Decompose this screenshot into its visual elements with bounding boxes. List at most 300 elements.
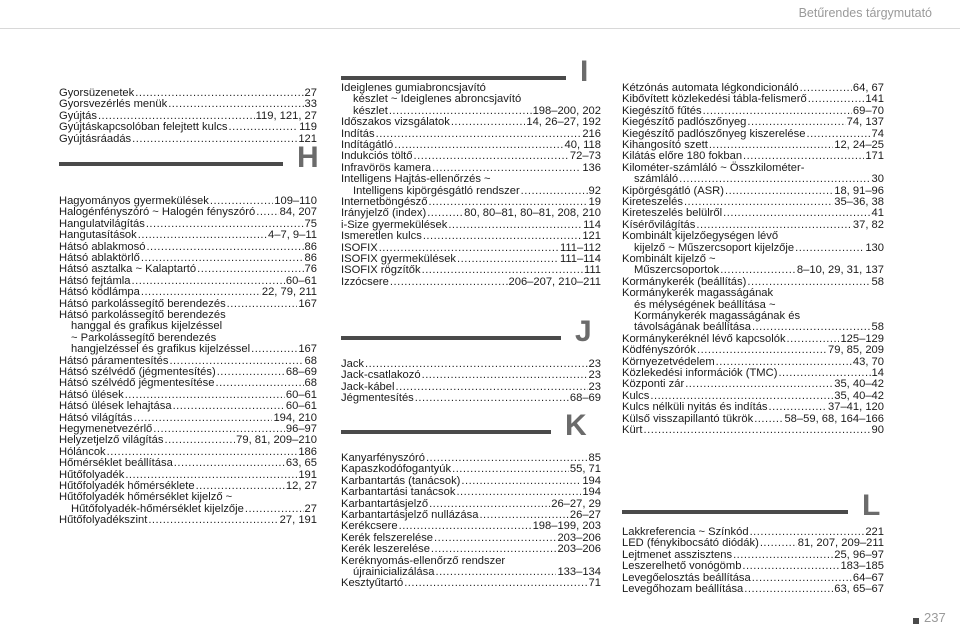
entry-pages: 35, 40–42 xyxy=(834,378,884,391)
dot-leader xyxy=(394,140,563,151)
index-entry xyxy=(622,231,884,254)
entry-term: Központi zár xyxy=(622,378,685,391)
index-entry xyxy=(341,578,601,589)
index-entry-line: Ideiglenes gumiabroncsjavító xyxy=(341,82,486,94)
entry-pages: 111–112 xyxy=(559,241,601,254)
entry-term: távolságának beállítása xyxy=(634,321,751,334)
dot-leader xyxy=(733,550,833,561)
dot-leader xyxy=(685,379,833,390)
dot-leader xyxy=(229,122,299,133)
entry-term: Hűtőfolyadék-hőmérséklet kijelzője xyxy=(71,502,244,515)
index-entry xyxy=(341,544,601,555)
index-entry-line xyxy=(59,230,317,241)
entry-pages: 40, 118 xyxy=(564,139,601,151)
dot-leader xyxy=(452,464,569,475)
index-entry-line: Intelligens Hajtás-ellenőrzés ~ xyxy=(341,173,491,186)
entry-pages: 194, 210 xyxy=(273,411,317,424)
entry-term: Kerék felszerelése xyxy=(341,531,434,544)
entry-pages: 216 xyxy=(582,127,601,140)
index-entry xyxy=(622,254,884,277)
entry-pages: 167 xyxy=(298,343,317,356)
entry-term: Karbantartási tanácsok xyxy=(341,486,456,499)
section-separator xyxy=(341,76,566,80)
entry-term: Környezetvédelem xyxy=(622,355,715,368)
dot-leader xyxy=(461,476,581,487)
dot-leader xyxy=(795,243,864,254)
entry-pages: 191 xyxy=(298,468,317,481)
index-entry xyxy=(59,492,317,515)
dot-leader xyxy=(256,207,278,218)
entry-pages: 167 xyxy=(298,297,317,310)
entry-pages: 22, 79, 211 xyxy=(261,286,317,299)
dot-leader xyxy=(141,287,261,298)
dot-leader xyxy=(431,544,557,555)
entry-pages: 85 xyxy=(588,452,601,464)
dot-leader xyxy=(800,83,852,94)
entry-pages: 58 xyxy=(871,275,884,288)
dot-leader xyxy=(723,208,870,219)
index-entry-line xyxy=(622,425,884,436)
entry-term: ISOFIX gyermekülések xyxy=(341,253,457,265)
entry-continuation: és mélységének beállítása ~ xyxy=(634,298,776,311)
entry-continuation: készlet ~ Ideiglenes abroncsjavító xyxy=(353,93,522,106)
dot-leader xyxy=(173,401,285,412)
entry-pages: 79, 85, 209 xyxy=(828,344,884,357)
section-letter: L xyxy=(862,489,881,522)
entry-pages: 58 xyxy=(871,321,884,334)
index-entry-line xyxy=(341,578,601,589)
index-entry xyxy=(59,310,317,356)
entry-term: Kormánykeréknél lévő kapcsolók xyxy=(622,332,786,345)
entry-pages: 136 xyxy=(582,161,601,174)
section-letter: H xyxy=(297,141,319,174)
entry-term: Ismeretlen kulcs xyxy=(341,230,422,243)
dot-leader xyxy=(769,402,827,413)
entry-term: Hátsó ablakmosó xyxy=(59,240,146,253)
entry-pages: 14 xyxy=(871,367,884,379)
dot-leader xyxy=(679,174,870,185)
entry-term: Hátsó páramentesítés xyxy=(59,354,169,367)
entry-pages: 60–61 xyxy=(285,388,317,401)
index-entry xyxy=(59,401,317,412)
entry-term: Karbantartásjelző nullázása xyxy=(341,509,479,521)
entry-pages: 37–41, 120 xyxy=(828,401,884,414)
dot-leader xyxy=(456,487,581,498)
entry-pages: 76 xyxy=(304,263,317,276)
entry-term: hangjelzéssel és grafikus kijelzéssel xyxy=(71,343,251,356)
entry-pages: 84, 207 xyxy=(279,206,317,219)
entry-term: újrainicializálása xyxy=(353,565,435,578)
section-separator xyxy=(341,336,561,340)
entry-pages: 203–206 xyxy=(557,543,601,556)
index-entry-line xyxy=(622,345,884,356)
dot-leader xyxy=(457,254,559,265)
index-entry-line xyxy=(59,515,317,526)
index-entry xyxy=(622,345,884,356)
entry-pages: 19 xyxy=(588,196,601,208)
entry-continuation: Kormánykerék magasságának és xyxy=(634,309,801,322)
dot-leader xyxy=(395,382,587,393)
entry-pages: 119 xyxy=(299,121,317,134)
entry-pages: 206–207, 210–211 xyxy=(508,275,601,288)
index-entry-line xyxy=(59,134,317,145)
entry-pages: 41 xyxy=(871,207,884,220)
dot-leader xyxy=(251,344,297,355)
entry-term: Kerékcsere xyxy=(341,520,398,533)
entry-term: készlet xyxy=(353,104,388,117)
dot-leader xyxy=(697,345,827,356)
entry-pages: 25, 96–97 xyxy=(834,548,884,561)
dot-leader xyxy=(644,425,871,436)
entry-pages: 114 xyxy=(583,218,601,231)
entry-pages: 68 xyxy=(304,354,317,367)
dot-leader xyxy=(227,299,298,310)
index-entry xyxy=(341,83,601,117)
dot-leader xyxy=(174,458,285,469)
entry-term: Indukciós töltő xyxy=(341,150,413,163)
entry-term: Közlekedési információk (TMC) xyxy=(622,367,778,379)
entry-term: Gyújtás xyxy=(59,109,97,122)
entry-pages: 8–10, 29, 31, 137 xyxy=(796,264,884,277)
entry-pages: 119, 121, 27 xyxy=(255,109,317,122)
entry-term: Hátsó ülések xyxy=(59,388,124,401)
entry-pages: 92 xyxy=(588,184,601,197)
entry-term: Jack-kábel xyxy=(341,380,395,393)
index-entry-line xyxy=(622,402,884,413)
index-entry xyxy=(59,134,317,145)
entry-pages: 198–199, 203 xyxy=(532,520,601,533)
entry-pages: 68–69 xyxy=(569,392,601,405)
entry-term: Hátsó fejtámla xyxy=(59,274,131,287)
index-entry-line xyxy=(622,561,884,572)
header-rule xyxy=(0,28,960,29)
section-letter: K xyxy=(565,409,587,442)
entry-pages: 37, 82 xyxy=(852,218,884,231)
entry-pages: 203–206 xyxy=(557,531,601,544)
entry-pages: 14, 26–27, 192 xyxy=(526,116,601,129)
section-separator xyxy=(341,430,551,434)
entry-term: Kapaszkodófogantyúk xyxy=(341,463,452,476)
entry-term: Jégmentesítés xyxy=(341,392,414,405)
dot-leader xyxy=(760,538,797,549)
index-entry xyxy=(341,231,601,242)
dot-leader xyxy=(138,230,267,241)
index-entry-line xyxy=(622,174,884,185)
entry-term: Hőmérséklet beállítása xyxy=(59,457,173,470)
index-entry xyxy=(622,584,884,595)
entry-pages: 121 xyxy=(582,230,601,243)
dot-leader xyxy=(747,117,845,128)
index-entry xyxy=(59,515,317,526)
entry-term: Hangutasítások xyxy=(59,229,137,242)
entry-term: Hátsó szélvédő jégmentesítése xyxy=(59,377,215,390)
entry-pages: 198–200, 202 xyxy=(532,104,601,117)
entry-term: Gyújtáskapcsolóban felejtett kulcs xyxy=(59,121,228,134)
dot-leader xyxy=(742,561,839,572)
index-entry xyxy=(59,458,317,469)
entry-term: Kiegészítő padlószőnyeg xyxy=(622,116,747,129)
dot-leader xyxy=(415,393,569,404)
dot-leader xyxy=(725,186,833,197)
index-entry-line xyxy=(59,122,317,133)
page-number: 237 xyxy=(924,610,946,625)
entry-pages: 27 xyxy=(304,502,317,515)
entry-pages: 55, 71 xyxy=(569,463,601,476)
index-entry-line xyxy=(59,401,317,412)
page-marker-square xyxy=(913,618,919,624)
index-entry xyxy=(622,117,884,128)
dot-leader xyxy=(164,435,235,446)
entry-continuation: hanggal és grafikus kijelzéssel xyxy=(71,320,223,333)
entry-term: Indítás xyxy=(341,127,375,140)
header-title: Betűrendes tárgymutató xyxy=(798,6,932,20)
entry-pages: 60–61 xyxy=(285,274,317,287)
entry-term: Kürt xyxy=(622,424,643,436)
index-entry-line xyxy=(341,277,601,288)
entry-term: számláló xyxy=(634,173,679,186)
entry-pages: 72–73 xyxy=(569,150,601,163)
dot-leader xyxy=(448,220,582,231)
entry-continuation: ~ Parkolássegítő berendezés xyxy=(71,331,217,344)
entry-pages: 130 xyxy=(865,241,884,254)
entry-term: Hátsó parkolássegítő berendezés xyxy=(59,297,226,310)
entry-term: Levegőelosztás beállítása xyxy=(622,571,751,584)
entry-pages: 64–67 xyxy=(852,571,884,584)
entry-term: Kiegészítő fűtés xyxy=(622,104,702,117)
index-entry-line: Hátsó parkolássegítő berendezés xyxy=(59,309,226,321)
entry-term: Ködfényszórók xyxy=(622,344,697,357)
dot-leader xyxy=(132,134,297,145)
dot-leader xyxy=(423,231,582,242)
index-entry xyxy=(622,561,884,572)
entry-term: Halogénfényszóró ~ Halogén fényszóró xyxy=(59,206,256,219)
entry-term: Irányjelző (index) xyxy=(341,207,427,220)
entry-pages: 96–97 xyxy=(285,423,317,435)
entry-term: Hegymenetvezérlő xyxy=(59,423,153,435)
entry-pages: 133–134 xyxy=(557,565,601,578)
index-entry xyxy=(622,402,884,413)
entry-term: Kipörgésgátló (ASR) xyxy=(622,184,724,197)
entry-term: i-Size gyermekülések xyxy=(341,218,448,231)
entry-term: Karbantartás (tanácsok) xyxy=(341,474,461,487)
entry-pages: 71 xyxy=(588,577,601,590)
entry-term: Kulcs xyxy=(622,389,650,402)
entry-term: Kilátás előre 180 fokban xyxy=(622,150,743,163)
section-letter: I xyxy=(580,55,589,88)
entry-pages: 90 xyxy=(871,424,884,436)
entry-term: Hűtőfolyadékszint xyxy=(59,514,148,527)
entry-pages: 43, 70 xyxy=(852,355,884,368)
entry-pages: 109–110 xyxy=(274,195,317,207)
dot-leader xyxy=(435,567,556,578)
entry-term: Kiegészítő padlószőnyeg kiszerelése xyxy=(622,127,806,140)
index-entry-line xyxy=(341,487,601,498)
index-entry xyxy=(622,425,884,436)
entry-term: Hűtőfolyadék xyxy=(59,468,125,481)
entry-pages: 141 xyxy=(865,93,884,106)
dot-leader xyxy=(390,277,508,288)
entry-term: Lejtmenet asszisztens xyxy=(622,548,733,561)
entry-pages: 23 xyxy=(588,358,601,370)
entry-pages: 86 xyxy=(304,252,317,264)
entry-term: Hátsó szélvédő (jégmentesítés) xyxy=(59,366,216,378)
entry-pages: 75 xyxy=(304,217,317,230)
entry-term: Külső visszapillantó tükrök xyxy=(622,412,754,425)
entry-pages: 80, 80–81, 80–81, 208, 210 xyxy=(464,207,601,220)
entry-pages: 63, 65–67 xyxy=(834,583,884,595)
index-entry xyxy=(341,393,601,404)
dot-leader xyxy=(754,414,783,425)
index-entry-line xyxy=(59,344,317,355)
entry-pages: 26–27 xyxy=(569,509,601,521)
entry-term: ISOFIX xyxy=(341,241,378,254)
entry-pages: 26–27, 29 xyxy=(551,497,601,510)
entry-pages: 4–7, 9–11 xyxy=(268,229,317,242)
entry-term: Hangulatvilágítás xyxy=(59,217,145,230)
index-entry-line xyxy=(622,414,884,425)
entry-pages: 12, 27 xyxy=(285,480,317,492)
entry-pages: 186 xyxy=(298,445,317,458)
entry-pages: 194 xyxy=(582,474,601,487)
entry-pages: 221 xyxy=(865,526,884,538)
entry-term: Hóláncok xyxy=(59,445,106,458)
entry-pages: 33 xyxy=(304,98,317,111)
entry-term: Műszercsoportok xyxy=(634,264,720,277)
entry-term: Hűtőfolyadék hőmérséklete xyxy=(59,480,195,492)
entry-term: Kireteszelés xyxy=(622,196,683,208)
entry-pages: 27 xyxy=(304,87,317,99)
dot-leader xyxy=(404,578,587,589)
entry-term: Időszakos vizsgálatok xyxy=(341,116,450,129)
entry-pages: 23 xyxy=(588,369,601,382)
entry-term: Kibővített közlekedési tábla-felismerő xyxy=(622,93,807,106)
entry-pages: 27, 191 xyxy=(279,514,317,527)
index-entry xyxy=(341,487,601,498)
entry-term: Leszerelhető vonógömb xyxy=(622,560,742,573)
entry-pages: 125–129 xyxy=(840,332,884,345)
entry-term: Karbantartásjelző xyxy=(341,497,429,510)
entry-term: Kihangosító szett xyxy=(622,139,708,151)
index-entry-line: Hűtőfolyadék hőmérséklet kijelző ~ xyxy=(59,491,233,504)
index-entry xyxy=(59,230,317,241)
index-entry-line: Kilométer-számláló ~ Összkilométer- xyxy=(622,161,805,174)
entry-term: Hátsó ablaktörlő xyxy=(59,252,140,264)
dot-leader xyxy=(422,370,588,381)
entry-term: Hátsó ködlámpa xyxy=(59,286,140,299)
index-entry-line xyxy=(59,458,317,469)
index-entry-line xyxy=(341,231,601,242)
index-entry xyxy=(622,414,884,425)
entry-pages: 68 xyxy=(304,377,317,390)
entry-pages: 30 xyxy=(871,173,884,186)
index-entry-line: Kormánykerék magasságának xyxy=(622,287,774,300)
entry-pages: 12, 24–25 xyxy=(834,139,884,151)
entry-term: Kanyarfényszóró xyxy=(341,452,425,464)
index-entry-line xyxy=(341,117,601,128)
entry-pages: 23 xyxy=(588,380,601,393)
entry-term: ISOFIX rögzítők xyxy=(341,264,421,277)
index-entry-line xyxy=(622,584,884,595)
entry-term: Jack xyxy=(341,358,365,370)
entry-pages: 60–61 xyxy=(285,400,317,413)
entry-pages: 74, 137 xyxy=(846,116,884,129)
dot-leader xyxy=(148,515,278,526)
entry-term: Kesztyűtartó xyxy=(341,577,404,590)
entry-pages: 68–69 xyxy=(285,366,317,378)
entry-term: Kísérővilágítás xyxy=(622,218,696,231)
entry-term: Infravörös kamera xyxy=(341,161,432,174)
entry-pages: 111–114 xyxy=(559,253,601,265)
index-entry xyxy=(59,287,317,298)
entry-pages: 63, 65 xyxy=(285,457,317,470)
entry-term: Internetböngésző xyxy=(341,196,428,208)
entry-term: Hátsó asztalka ~ Kalaptartó xyxy=(59,263,197,276)
entry-pages: 69–70 xyxy=(852,104,884,117)
section-separator xyxy=(622,510,848,514)
dot-leader xyxy=(414,151,569,162)
entry-pages: 58–59, 68, 164–166 xyxy=(784,412,884,425)
entry-term: Intelligens kipörgésgátló rendszer xyxy=(353,184,520,197)
entry-pages: 74 xyxy=(871,127,884,140)
entry-pages: 35–36, 38 xyxy=(834,196,884,208)
entry-term: Indítágátló xyxy=(341,139,394,151)
entry-term: Hátsó ülések lehajtása xyxy=(59,400,172,413)
index-entry-line xyxy=(622,117,884,128)
entry-term: Kulcs nélküli nyitás és indítás xyxy=(622,401,768,414)
entry-term: Gyújtásráadás xyxy=(59,132,132,145)
entry-term: Jack-csatlakozó xyxy=(341,369,421,382)
entry-term: Hagyományos gyermekülések xyxy=(59,195,209,207)
entry-pages: 35, 40–42 xyxy=(834,389,884,402)
entry-term: Kétzónás automata légkondicionáló xyxy=(622,82,799,94)
entry-term: Helyzetjelző világítás xyxy=(59,434,164,447)
entry-pages: 81, 207, 209–211 xyxy=(797,537,884,550)
entry-term: Hátsó világítás xyxy=(59,411,133,424)
index-entry-line xyxy=(59,287,317,298)
dot-leader xyxy=(744,584,833,595)
entry-term: Kireteszelés belülről xyxy=(622,207,723,220)
entry-pages: 121 xyxy=(298,132,317,145)
index-entry-line xyxy=(341,393,601,404)
entry-term: Izzócsere xyxy=(341,275,389,288)
entry-term: LED (fénykibocsátó diódák) xyxy=(622,537,759,550)
index-entry xyxy=(341,117,601,128)
entry-term: Kerék leszerelése xyxy=(341,543,430,556)
entry-term: Gyorsvezérlés menük xyxy=(59,98,168,111)
entry-term: Lakkreferencia ~ Színkód xyxy=(622,526,749,538)
entry-pages: 86 xyxy=(304,240,317,253)
dot-leader xyxy=(133,413,272,424)
dot-leader xyxy=(146,242,303,253)
entry-pages: 64, 67 xyxy=(852,82,884,94)
entry-pages: 183–185 xyxy=(840,560,884,573)
index-entry xyxy=(622,163,884,186)
entry-term: Kormánykerék (beállítás) xyxy=(622,275,747,288)
index-entry xyxy=(341,277,601,288)
entry-pages: 18, 91–96 xyxy=(834,184,884,197)
section-separator xyxy=(59,162,283,166)
dot-leader xyxy=(434,533,556,544)
index-entry xyxy=(622,288,884,334)
entry-pages: 79, 81, 209–210 xyxy=(236,434,317,447)
index-entry-line: Keréknyomás-ellenőrző rendszer xyxy=(341,554,506,567)
entry-pages: 111 xyxy=(583,264,601,277)
entry-term: Levegőhozam beállítása xyxy=(622,583,744,595)
entry-pages: 171 xyxy=(865,150,884,163)
index-entry xyxy=(341,174,601,197)
dot-leader xyxy=(521,186,588,197)
dot-leader xyxy=(217,367,285,378)
